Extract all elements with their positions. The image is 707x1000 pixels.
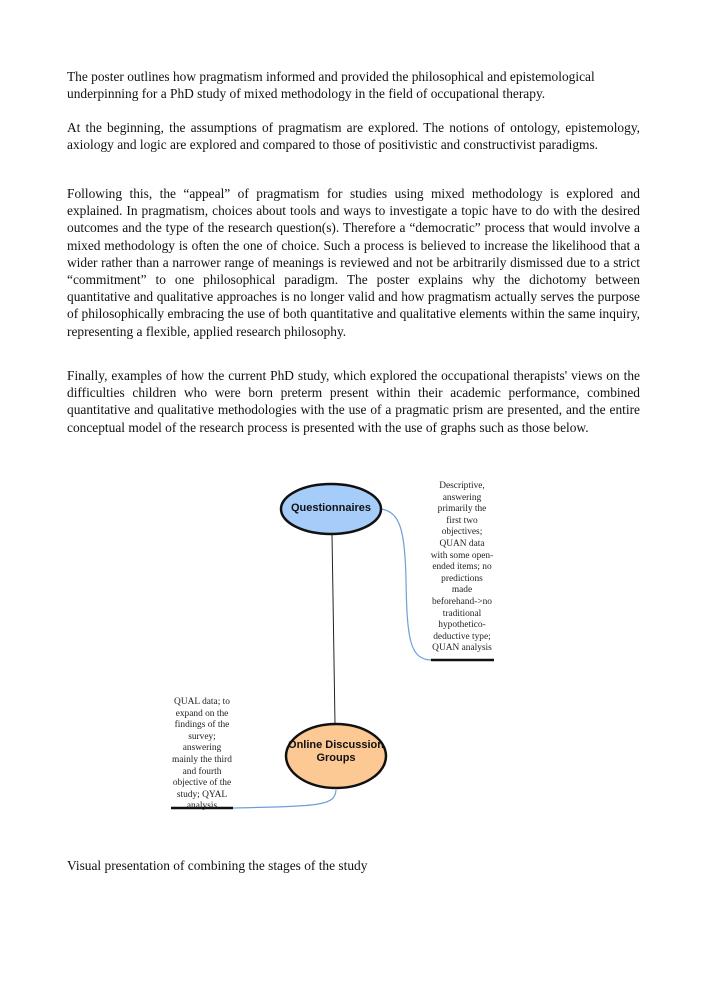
examples-paragraph: Finally, examples of how the current PhD study, which explored the occupational therapists' views on the difficulties children who were born preterm present within their academic performance, combined quantitative and qualitative methodologies with the use of a pragmatic prism are presented, and the entire conceptual model of the research process is presented with the use of graphs such as those below. — [67, 368, 640, 435]
intro-paragraph: The poster outlines how pragmatism informed and provided the philosophical and epistemological underpinning for a PhD study of mixed methodology in the field of occupational therapy. — [67, 69, 595, 102]
qualitative-note: QUAL data; to expand on the findings of the survey; answering mainly the third and fourth objective of the study; QYAL analysis — [172, 697, 232, 812]
questionnaires-note-connector — [381, 509, 432, 660]
online-discussion-groups-label: Online Discussion Groups — [288, 739, 384, 764]
questionnaires-label: Questionnaires — [290, 502, 372, 514]
figure-caption: Visual presentation of combining the stages of the study — [67, 858, 368, 873]
node-connector-line — [332, 534, 335, 724]
quantitative-note: Descriptive, answering primarily the first two objectives; QUAN data with some open-ended items; no predictions made beforehand->no traditional hypothetico-deductive type; QUAN analysis — [430, 481, 494, 654]
appeal-paragraph: Following this, the “appeal” of pragmatism for studies using mixed methodology is explored and explained. In pragmatism, choices about tools and ways to investigate a topic have to do with the desired outcomes and the type of the research question(s). Therefore a “democratic” process that would involve a mixed methodology is often the one of choice. Such a process is believed to increase the likelihood that a wider rather than a narrower range of meanings is reviewed and not be arbitrarily dismissed due to a strict “commitment” to one philosophical paradigm. The poster explains why the dichotomy between quantitative and qualitative approaches is no longer valid and how pragmatism actually serves the purpose of philosophically embracing the use of both quantitative and qualitative elements within the same inquiry, representing a flexible, applied research philosophy. — [67, 186, 640, 339]
assumptions-paragraph: At the beginning, the assumptions of pragmatism are explored. The notions of ontology, epistemology, axiology and logic are explored and compared to those of positivistic and constructivist paradigms. — [67, 120, 640, 153]
discussion-note-connector — [233, 790, 336, 808]
